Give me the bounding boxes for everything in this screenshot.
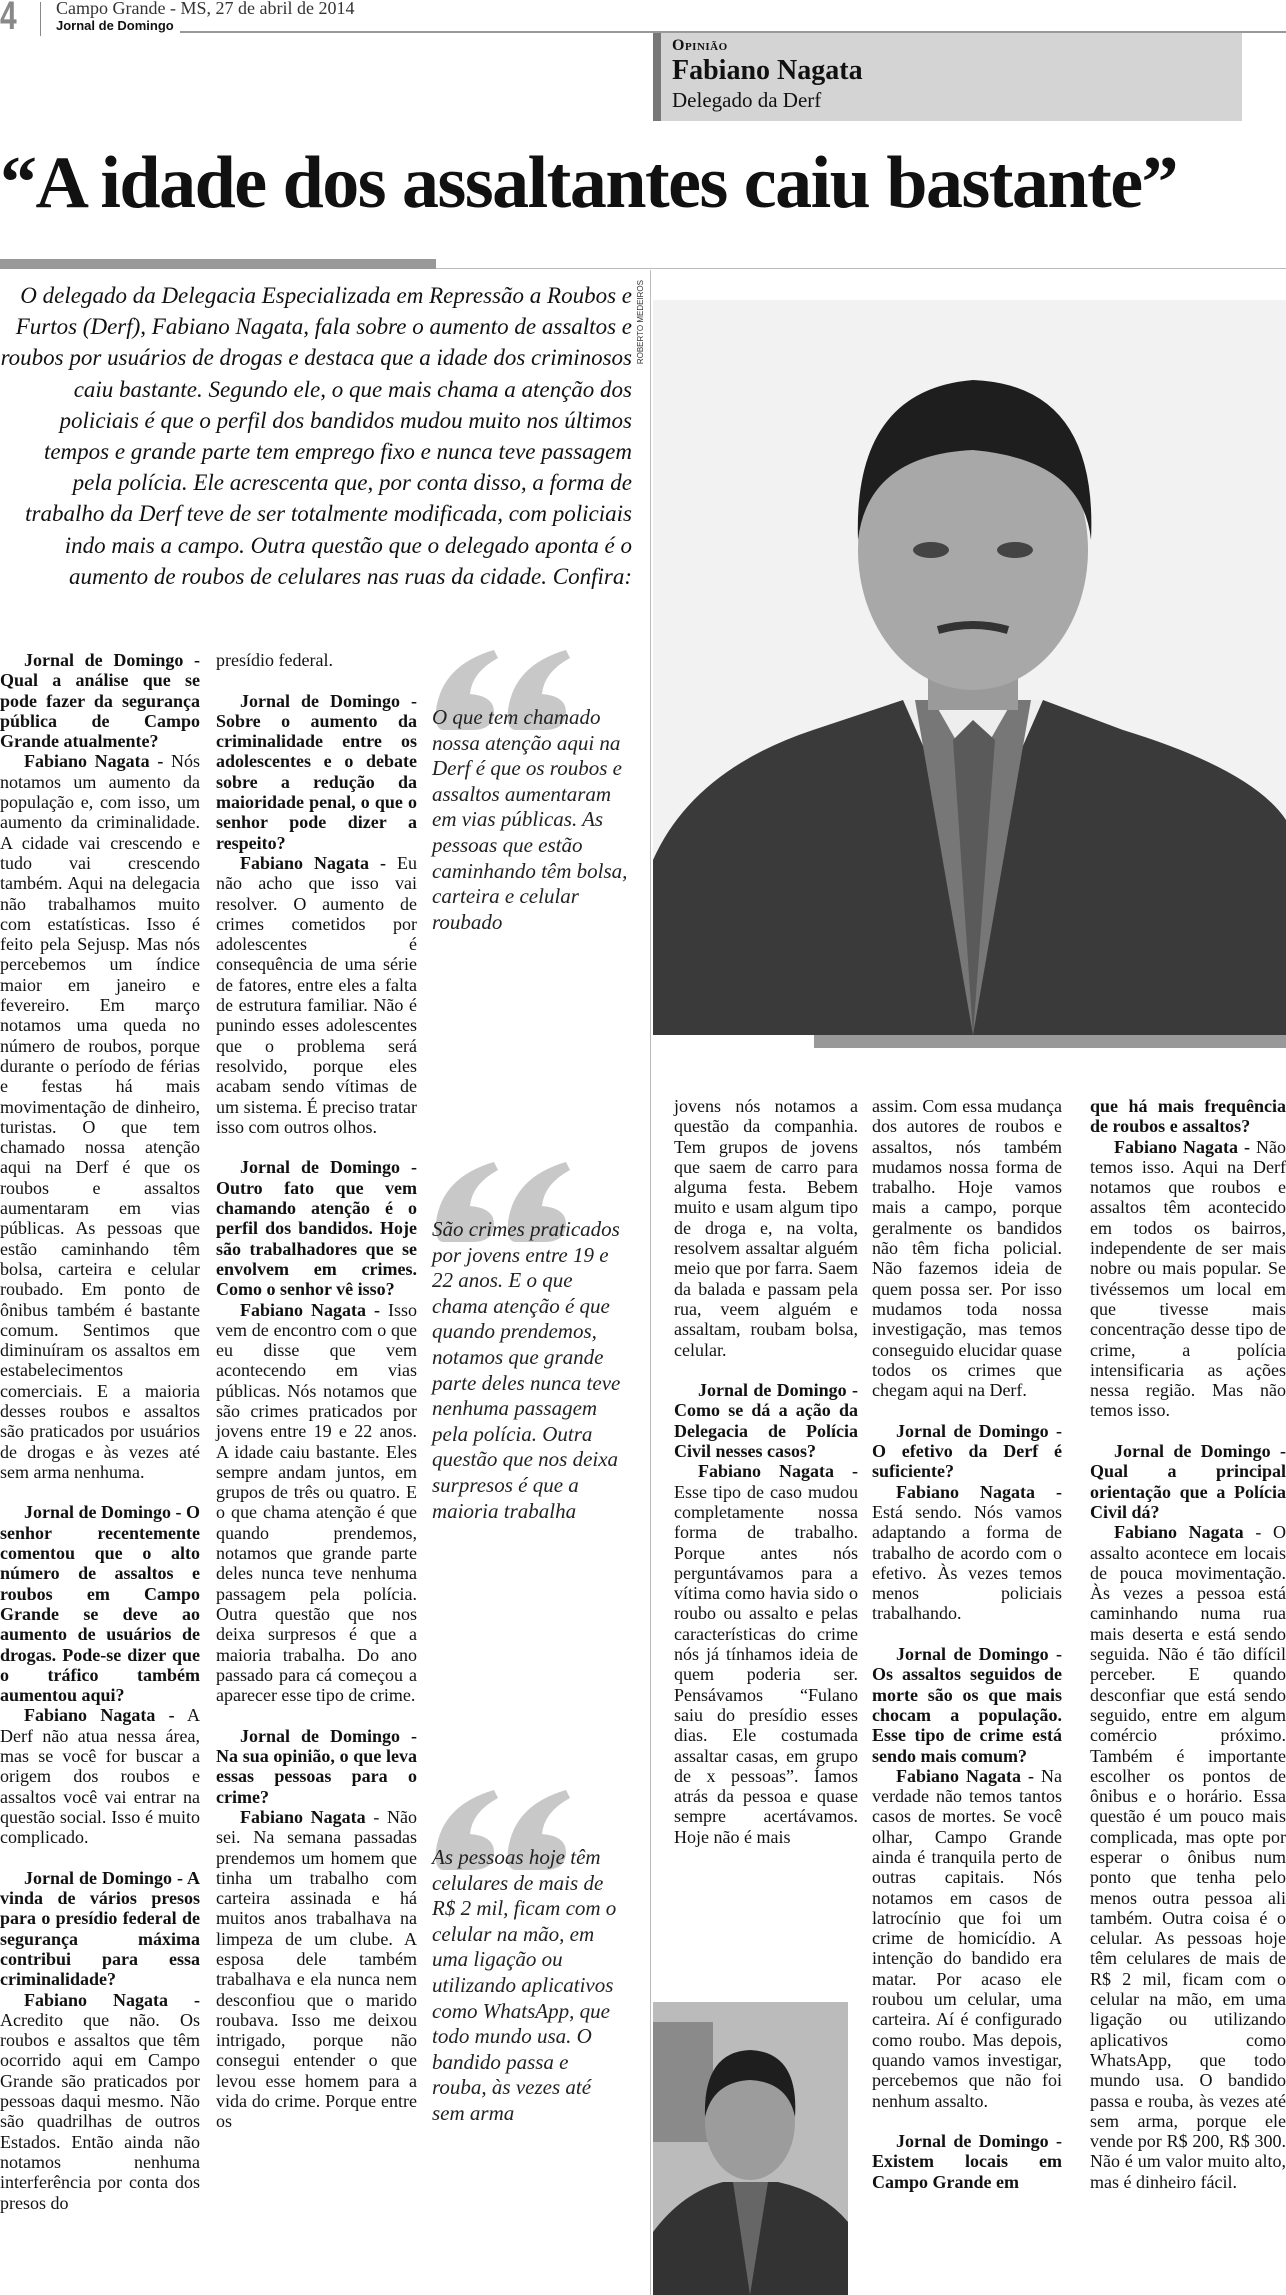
pull-quote [432,1790,628,2125]
pull-quote [432,650,628,934]
answer-text: Eu não acho que isso vai resolver. O aumento de crimes cometidos por adolescentes é consequência de uma série de fatores, entre eles a falta de estrutura familiar. Não é punindo esses adolescentes que o problema será resolvido, porque eles acabam sendo vítimas de um sistema. É preciso tratar isso com outros olhos. [216,852,417,1137]
interviewee-name: Fabiano Nagata [672,55,863,86]
small-portrait-photo [653,2002,848,2295]
question-paragraph: Jornal de Domingo - Como se dá a ação da Delegacia de Polícia Civil nesses casos? [674,1380,858,1462]
answer-text: Nós notamos um aumento da população e, com isso, um aumento da criminalidade. A cidade vai crescendo e tudo vai crescendo também. Aqui na delegacia não trabalhamos muito com estatísticas. Isso é feito pela Sejusp. Mas nós percebemos um índice maior em janeiro e fevereiro. Em março notamos uma queda no número de roubos, porque durante o período de férias e festas há mais movimentação de dinheiro, turistas. O que tem chamado nossa atenção aqui na Derf é que os roubos e assaltos aumentaram em vias públicas. As pessoas que estão caminhando têm bolsa, carteira e celular roubado. Em ponto de ônibus também é bastante comum. Sentimos que diminuíram os assaltos em estabelecimentos comerciais. E a maioria desses roubos e assaltos são praticados por usuários de drogas e às vezes até sem arma nenhuma. [0,751,200,1482]
answer-text: Na verdade não temos tantos casos de mortes. Se você olhar, Campo Grande ainda é tranquila perto de outras capitais. Nós notamos em casos de latrocínio que foi um crime de homicídio. A intenção do bandido era matar. Por acaso ele roubou um celular, uma carteira. Aí é configurado como roubo. Mas depois, quando vamos investigar, percebemos que não foi nenhum assalto. [872,1765,1062,2111]
speaker-label: Fabiano Nagata - [1114,1136,1250,1157]
speaker-label: Fabiano Nagata - [24,751,164,772]
speaker-label: Fabiano Nagata - [24,1989,200,2010]
question-paragraph: Jornal de Domingo - A vinda de vários presos para o presídio federal de segurança máxima contribui para essa criminalidade? [0,1867,200,1990]
answer-text: - O assalto acontece em locais de pouca movimentação. Às vezes a pessoa está caminhando numa rua mais deserta e está sendo seguida. Não é tão difícil perceber. E quando desconfiar que está sendo seguido, entre em algum comércio próximo. Também é importante escolher os pontos de ônibus e o horário. Essa questão é um pouco mais complicada, mas opte por esperar o ônibus num ponto que tenha pelo menos outra pessoa ali também. Outra coisa é o celular. As pessoas hoje têm celulares de mais de R$ 2 mil, ficam com o celular na mão, em uma ligação ou utilizando aplicativos como WhatsApp, que todo mundo usa. O bandido passa e rouba, às vezes até sem arma, porque ele vende por R$ 200, R$ 300. Não é um valor muito alto, mas é dinheiro fácil. [1090,1522,1286,2192]
question-paragraph: Jornal de Domingo - Na sua opinião, o que leva essas pessoas para o crime? [216,1725,417,1807]
speaker-label: Fabiano Nagata [240,1806,366,1827]
question-paragraph: Jornal de Domingo - Outro fato que vem chamando atenção é o perfil dos bandidos. Hoje são trabalhadores que se envolvem em crimes. Como o senhor vê isso? [216,1157,417,1300]
interviewee-role: Delegado da Derf [672,88,822,112]
question-paragraph: Jornal de Domingo - Qual a análise que se pode fazer da segurança pública de Campo Grande atualmente? [0,650,200,752]
answer-text: Acredito que não. Os roubos e assaltos que têm ocorrido aqui em Campo Grande são praticados por pessoas daqui mesmo. Não são quadrilhas de outros Estados. Então ainda não notamos nenhuma interferência por conta dos presos do [0,2009,200,2213]
answer-paragraph [216,853,417,1137]
speaker-label: Fabiano Nagata - [896,1765,1034,1786]
header-separator [40,2,41,36]
page-number: 4 [0,0,17,38]
headline: “A idade dos assaltantes caiu bastante” [0,142,1178,224]
question-paragraph: Jornal de Domingo - O senhor recentemente comentou que o alto número de assaltos e roubos em Campo Grande se deve ao aumento de usuários de drogas. Pode-se dizer que o tráfico também aumentou aqui? [0,1502,201,1706]
section-label: Opinião [672,37,728,54]
continued-paragraph: assim. Com essa mudança dos autores de roubos e assaltos, nós também mudamos nossa forma de trabalho. Hoje vamos mais a campo, porque geralmente os bandidos não têm ficha policial. Não fazemos ideia de quem possa ser. Por isso mudamos toda nossa investigação, mas temos conseguido elucidar quase todos os crimes que chegam aqui na Derf. [872,1096,1062,1401]
answer-paragraph [1090,1522,1286,2192]
opinion-box [653,33,1242,121]
answer-text: Não temos isso. Aqui na Derf notamos que roubos e assaltos têm acontecido em todos os bairros, independente de ser mais nobre ou mais popular. Se tivéssemos um local em que tivesse mais concentração desse tipo de crime, a polícia intensificaria as ações nessa região. Mas não temos isso. [1090,1136,1286,1421]
question-paragraph: Jornal de Domingo - O efetivo da Derf é suficiente? [872,1420,1062,1482]
question-paragraph: Jornal de Domingo - Existem locais em Campo Grande em [872,2131,1062,2192]
question-paragraph: que há mais frequência de roubos e assaltos? [1090,1096,1286,1137]
photo-rule-bar [814,1035,1286,1048]
speaker-label: Fabiano Nagata - [240,1299,380,1320]
speaker-label: Fabiano Nagata - [24,1705,175,1726]
article-column-5 [1090,1096,1286,2192]
question-paragraph: Jornal de Domingo - Qual a principal orientação que a Polícia Civil dá? [1090,1441,1286,1522]
article-column-3 [674,1096,858,1847]
continued-paragraph: jovens nós notamos a questão da companhia. Tem grupos de jovens que saem de carro para alguma festa. Bebem muito e usam algum tipo de droga e, na volta, resolvem assaltar alguém meio que por farra. Saem da balada e passam pela rua, veem alguém e assaltam, roubam bolsa, celular. [674,1096,858,1360]
speaker-label: Fabiano Nagata - [698,1461,858,1482]
speaker-label: Fabiano Nagata - [896,1481,1062,1502]
answer-paragraph [0,751,200,1482]
photo-credit: ROBERTO MEDEIROS [636,280,645,365]
answer-paragraph [872,1766,1062,2111]
answer-text: A Derf não atua nessa área, mas se você for buscar a origem dos roubos e assaltos você vai entrar na questão social. Isso é muito complicado. [0,1705,200,1848]
article-column-2 [216,650,417,2132]
article-column-4 [872,1096,1062,2192]
newspaper-name: Jornal de Domingo [56,18,174,33]
pull-quote [432,1162,628,1523]
speaker-label: Fabiano Nagata [1114,1522,1244,1543]
headline-rule [436,268,1286,269]
answer-paragraph [0,1705,200,1847]
speaker-label: Fabiano Nagata - [240,852,386,873]
answer-text: - Não sei. Na semana passadas prendemos um homem que tinha um trabalho com carteira assinada e há muitos anos trabalhava na limpeza de um clube. A esposa dele também trabalhava e ela nunca nem desconfiou que o marido roubava. Isso me deixou intrigado, porque não consegui entender o que levou esse homem para a vida do crime. Porque entre os [216,1806,418,2132]
continued-paragraph: presídio federal. [216,650,333,670]
answer-paragraph [1090,1137,1286,1421]
answer-paragraph [0,1990,200,2213]
answer-paragraph [872,1482,1062,1624]
pull-quote-text: As pessoas hoje têm celulares de mais de R$ 2 mil, ficam com o celular na mão, em uma ligação ou utilizando aplicativos como WhatsApp, que todo mundo usa. O bandido passa e rouba, às vezes até sem arma [432,1845,617,2125]
answer-text: Está sendo. Nós vamos adaptando a forma de trabalho de acordo com o efetivo. Às vezes temos menos policiais trabalhando. [872,1501,1062,1624]
answer-paragraph [216,1300,417,1706]
intro-lead: O delegado da Delegacia Especializada em Repressão a Roubos e Furtos (Derf), Fabiano Nagata, fala sobre o aumento de assaltos e roubos por usuários de drogas e destaca que a idade dos criminosos caiu bastante. Segundo ele, o que mais chama a atenção dos policiais é que o perfil dos bandidos mudou muito nos últimos tempos e grande parte tem emprego fixo e nunca teve passagem pela polícia. Ele acrescenta que, por conta disso, a forma de trabalho da Derf teve de ser totalmente modificada, com policiais indo mais a campo. Outra questão que o delegado aponta é o aumento de roubos de celulares nas ruas da cidade. Confira: [0,283,632,589]
answer-text: Esse tipo de caso mudou completamente nossa forma de trabalho. Porque antes nós perguntávamos para a vítima como havia sido o roubo ou assalto e pelas características do crime nós já tínhamos ideia de quem poderia ser. Pensávamos “Fulano saiu do presídio esses dias. Ele costumada assaltar casas, em grupo de x pessoas”. Íamos atrás da pessoa e quase sempre acertávamos. Hoje não é mais [674,1481,858,1847]
answer-paragraph [674,1461,858,1847]
headline-rule-bar [0,259,436,269]
answer-text: Isso vem de encontro com o que eu disse que vem acontecendo em vias públicas. Nós notamos que são crimes praticados por jovens entre 19 e 22 anos. A idade caiu bastante. Eles sempre andam juntos, em grupos de três ou quatro. E o que chama atenção é que quando prendemos, notamos que grande parte deles nunca teve nenhuma passagem pela polícia. Outra questão que nos deixa surpresos é que a maioria trabalha. Do ano passado para cá começou a aparecer esse tipo de crime. [216,1299,417,1706]
pull-quote-text: São crimes praticados por jovens entre 19 e 22 anos. E o que chama atenção é que quando prendemos, notamos que grande parte deles nunca teve nenhuma passagem pela polícia. Outra questão que nos deixa surpresos é que a maioria trabalha [432,1217,621,1523]
pull-quote-text: O que tem chamado nossa atenção aqui na Derf é que os roubos e assaltos aumentaram em vias públicas. As pessoas que estão caminhando têm bolsa, carteira e celular roubado [432,705,628,934]
column-divider [650,270,651,2295]
article-column-1 [0,650,200,2213]
portrait-photo [653,300,1286,1035]
question-paragraph: Jornal de Domingo - Sobre o aumento da criminalidade entre os adolescentes e o debate sobre a redução da maioridade penal, o que o senhor pode dizer a respeito? [216,690,417,853]
answer-paragraph [216,1807,417,2132]
dateline: Campo Grande - MS, 27 de abril de 2014 [56,0,355,18]
question-paragraph: Jornal de Domingo - Os assaltos seguidos de morte são os que mais chocam a população. Esse tipo de crime está sendo mais comum? [872,1644,1062,1766]
